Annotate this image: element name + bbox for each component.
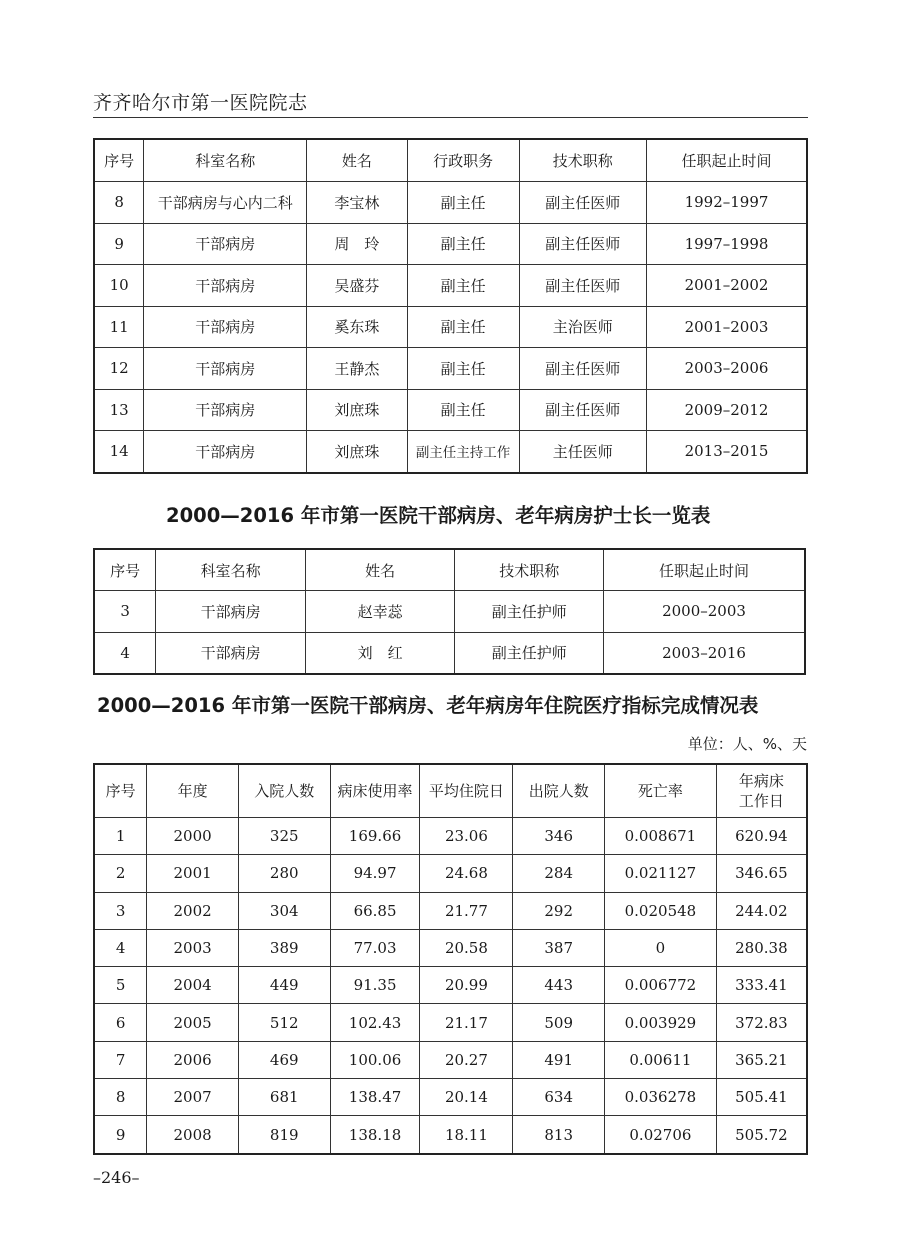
- table-cell: 94.97: [330, 855, 420, 892]
- table-cell: 304: [238, 892, 330, 929]
- header-cell: 年病床 工作日: [716, 764, 807, 818]
- table-cell: 2003–2016: [604, 632, 805, 674]
- table-cell: 21.17: [420, 1004, 513, 1041]
- table-cell: 干部病房: [156, 591, 306, 633]
- header-cell: 科室名称: [144, 139, 307, 182]
- header-cell: 病床使用率: [330, 764, 420, 818]
- table-cell: 813: [513, 1116, 605, 1154]
- table-row: [94, 1116, 807, 1154]
- table-cell: 副主任主持工作: [407, 431, 519, 473]
- table-row: [94, 967, 807, 1004]
- table-cell: 干部病房: [144, 306, 307, 348]
- table-cell: 副主任医师: [519, 223, 647, 265]
- header-cell: 死亡率: [605, 764, 717, 818]
- unit-note: 单位：人、%、天: [687, 735, 807, 753]
- table-cell: 20.14: [420, 1079, 513, 1116]
- table-cell: 刘庶珠: [307, 389, 408, 431]
- table-cell: 0.006772: [605, 967, 717, 1004]
- table-cell: 2005: [147, 1004, 239, 1041]
- table-cell: 2009–2012: [647, 389, 807, 431]
- table-cell: 4: [94, 929, 147, 966]
- table-cell: 0.020548: [605, 892, 717, 929]
- table-cell: 24.68: [420, 855, 513, 892]
- table-cell: 1997–1998: [647, 223, 807, 265]
- table-cell: 169.66: [330, 818, 420, 855]
- table-cell: 0.003929: [605, 1004, 717, 1041]
- table-cell: 干部病房: [144, 348, 307, 390]
- table-cell: 2001: [147, 855, 239, 892]
- table-cell: 14: [94, 431, 144, 473]
- table-cell: 21.77: [420, 892, 513, 929]
- table-cell: 244.02: [716, 892, 807, 929]
- table-cell: 7: [94, 1041, 147, 1078]
- table-cell: 2: [94, 855, 147, 892]
- table-row: [94, 892, 807, 929]
- header-cell: 平均住院日: [420, 764, 513, 818]
- table-cell: 干部病房: [144, 265, 307, 307]
- header-cell: 任职起止时间: [604, 549, 805, 591]
- table-cell: 副主任护师: [455, 632, 604, 674]
- table-cell: 443: [513, 967, 605, 1004]
- medical-indicators-table: [93, 763, 808, 1155]
- table-cell: 138.18: [330, 1116, 420, 1154]
- table-cell: 1: [94, 818, 147, 855]
- head-nurse-table-title: 2000—2016 年市第一医院干部病房、老年病房护士长一览表: [166, 504, 711, 527]
- table-cell: 512: [238, 1004, 330, 1041]
- table-cell: 102.43: [330, 1004, 420, 1041]
- table-cell: 0.02706: [605, 1116, 717, 1154]
- table-row: [94, 348, 807, 390]
- table-cell: 20.58: [420, 929, 513, 966]
- table-row: [94, 818, 807, 855]
- table-cell: 9: [94, 223, 144, 265]
- table-cell: 0.00611: [605, 1041, 717, 1078]
- table-cell: 奚东珠: [307, 306, 408, 348]
- table-cell: 刘 红: [305, 632, 454, 674]
- table-cell: 819: [238, 1116, 330, 1154]
- department-directors-table: [93, 138, 808, 474]
- table-row: [94, 632, 805, 674]
- table-cell: 9: [94, 1116, 147, 1154]
- table-cell: 505.72: [716, 1116, 807, 1154]
- table-cell: 0.021127: [605, 855, 717, 892]
- table-cell: 2000: [147, 818, 239, 855]
- header-cell: 行政职务: [407, 139, 519, 182]
- table-cell: 副主任医师: [519, 389, 647, 431]
- medical-indicators-table-title: 2000—2016 年市第一医院干部病房、老年病房年住院医疗指标完成情况表: [97, 694, 759, 717]
- header-cell: 序号: [94, 549, 156, 591]
- header-cell: 姓名: [307, 139, 408, 182]
- table-row: [94, 1079, 807, 1116]
- table-cell: 副主任: [407, 348, 519, 390]
- table-cell: 280.38: [716, 929, 807, 966]
- table-cell: 2000–2003: [604, 591, 805, 633]
- table-cell: 346: [513, 818, 605, 855]
- header-row: [94, 549, 805, 591]
- header-cell: 入院人数: [238, 764, 330, 818]
- table-cell: 副主任护师: [455, 591, 604, 633]
- table-cell: 2001–2002: [647, 265, 807, 307]
- table-row: [94, 431, 807, 473]
- table-cell: 66.85: [330, 892, 420, 929]
- table-cell: 138.47: [330, 1079, 420, 1116]
- table-cell: 副主任: [407, 389, 519, 431]
- header-cell: 序号: [94, 764, 147, 818]
- table-cell: 干部病房与心内二科: [144, 182, 307, 224]
- table-cell: 18.11: [420, 1116, 513, 1154]
- table-cell: 620.94: [716, 818, 807, 855]
- running-header: 齐齐哈尔市第一医院院志: [93, 92, 308, 114]
- header-cell: 姓名: [305, 549, 454, 591]
- table-cell: 2007: [147, 1079, 239, 1116]
- table-cell: 387: [513, 929, 605, 966]
- table-cell: 11: [94, 306, 144, 348]
- table-cell: 2008: [147, 1116, 239, 1154]
- table-cell: 吴盛芬: [307, 265, 408, 307]
- table-cell: 周 玲: [307, 223, 408, 265]
- table-cell: 10: [94, 265, 144, 307]
- table-cell: 284: [513, 855, 605, 892]
- header-cell: 技术职称: [455, 549, 604, 591]
- table-cell: 王静杰: [307, 348, 408, 390]
- table-cell: 赵幸蕊: [305, 591, 454, 633]
- table-row: [94, 306, 807, 348]
- table-cell: 681: [238, 1079, 330, 1116]
- table-cell: 干部病房: [156, 632, 306, 674]
- table-row: [94, 223, 807, 265]
- table-cell: 77.03: [330, 929, 420, 966]
- table-cell: 280: [238, 855, 330, 892]
- table-row: [94, 389, 807, 431]
- table-cell: 0: [605, 929, 717, 966]
- table-cell: 372.83: [716, 1004, 807, 1041]
- table-cell: 491: [513, 1041, 605, 1078]
- table-cell: 449: [238, 967, 330, 1004]
- table-cell: 副主任: [407, 182, 519, 224]
- table-cell: 325: [238, 818, 330, 855]
- table-cell: 365.21: [716, 1041, 807, 1078]
- table-cell: 副主任: [407, 265, 519, 307]
- table-row: [94, 855, 807, 892]
- header-cell: 序号: [94, 139, 144, 182]
- table-cell: 副主任: [407, 223, 519, 265]
- table-cell: 13: [94, 389, 144, 431]
- table-cell: 20.27: [420, 1041, 513, 1078]
- table-cell: 1992–1997: [647, 182, 807, 224]
- table-cell: 292: [513, 892, 605, 929]
- table-cell: 2006: [147, 1041, 239, 1078]
- table-cell: 0.008671: [605, 818, 717, 855]
- table-row: [94, 929, 807, 966]
- header-rule: [93, 117, 808, 118]
- table-cell: 刘庶珠: [307, 431, 408, 473]
- table-cell: 91.35: [330, 967, 420, 1004]
- table-row: [94, 591, 805, 633]
- table-cell: 634: [513, 1079, 605, 1116]
- table-cell: 333.41: [716, 967, 807, 1004]
- table-cell: 5: [94, 967, 147, 1004]
- header-row: [94, 139, 807, 182]
- table-row: [94, 1041, 807, 1078]
- table-cell: 8: [94, 1079, 147, 1116]
- table-cell: 2003: [147, 929, 239, 966]
- page-number: –246–: [93, 1168, 140, 1187]
- table-cell: 509: [513, 1004, 605, 1041]
- table-row: [94, 182, 807, 224]
- table-cell: 副主任医师: [519, 348, 647, 390]
- table-cell: 2004: [147, 967, 239, 1004]
- table-cell: 8: [94, 182, 144, 224]
- header-cell: 年度: [147, 764, 239, 818]
- table-row: [94, 265, 807, 307]
- table-cell: 6: [94, 1004, 147, 1041]
- header-cell: 技术职称: [519, 139, 647, 182]
- table-cell: 505.41: [716, 1079, 807, 1116]
- table-cell: 主任医师: [519, 431, 647, 473]
- table-cell: 20.99: [420, 967, 513, 1004]
- table-cell: 469: [238, 1041, 330, 1078]
- table-header: [94, 139, 807, 182]
- header-row: [94, 764, 807, 818]
- table-cell: 干部病房: [144, 223, 307, 265]
- table-cell: 23.06: [420, 818, 513, 855]
- table-cell: 副主任医师: [519, 265, 647, 307]
- table-cell: 李宝林: [307, 182, 408, 224]
- table-cell: 2013–2015: [647, 431, 807, 473]
- table-cell: 副主任: [407, 306, 519, 348]
- table-cell: 389: [238, 929, 330, 966]
- table-row: [94, 1004, 807, 1041]
- table-cell: 3: [94, 591, 156, 633]
- table-cell: 3: [94, 892, 147, 929]
- table-cell: 0.036278: [605, 1079, 717, 1116]
- table-cell: 干部病房: [144, 431, 307, 473]
- table-cell: 346.65: [716, 855, 807, 892]
- header-cell: 出院人数: [513, 764, 605, 818]
- table-cell: 2001–2003: [647, 306, 807, 348]
- table-cell: 主治医师: [519, 306, 647, 348]
- table-cell: 12: [94, 348, 144, 390]
- table-cell: 干部病房: [144, 389, 307, 431]
- table-cell: 副主任医师: [519, 182, 647, 224]
- table-header: [94, 764, 807, 818]
- head-nurse-table: [93, 548, 806, 675]
- table-cell: 2003–2006: [647, 348, 807, 390]
- table-header: [94, 549, 805, 591]
- table-cell: 100.06: [330, 1041, 420, 1078]
- table-cell: 2002: [147, 892, 239, 929]
- header-cell: 科室名称: [156, 549, 306, 591]
- header-cell: 任职起止时间: [647, 139, 807, 182]
- table-cell: 4: [94, 632, 156, 674]
